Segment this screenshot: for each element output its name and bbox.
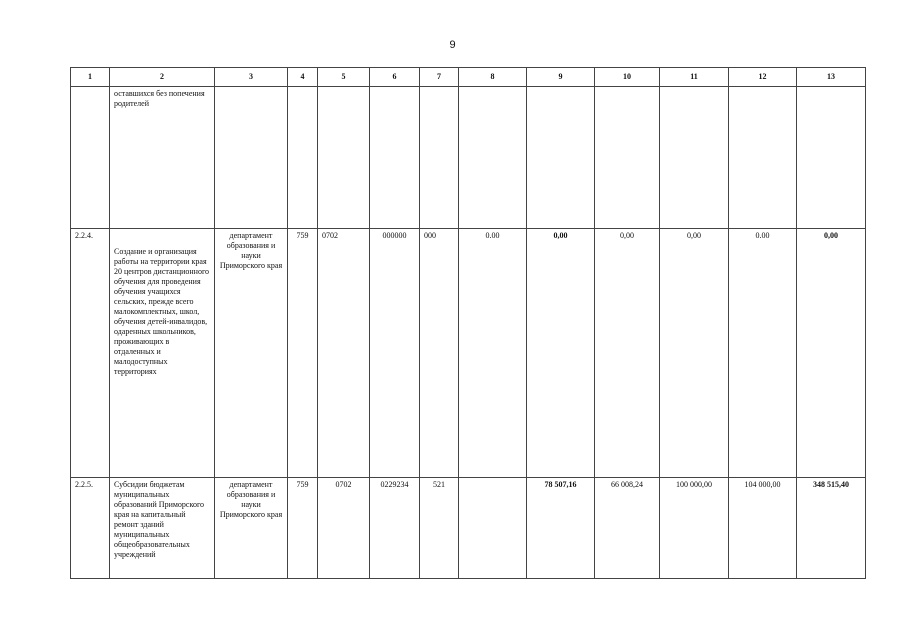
cell-col7: 000 (420, 229, 459, 478)
column-header: 3 (215, 68, 288, 87)
column-header: 9 (527, 68, 595, 87)
cell-col10: 66 008,24 (595, 478, 660, 579)
cell-col8 (459, 478, 527, 579)
budget-table (70, 67, 866, 579)
cell-col11: 100 000,00 (660, 478, 729, 579)
cell-col4: 759 (288, 229, 318, 478)
cell-col5: 0702 (318, 229, 370, 478)
cell-col13 (797, 87, 866, 229)
cell-col9 (527, 87, 595, 229)
cell-col7 (420, 87, 459, 229)
cell-col13: 348 515,40 (797, 478, 866, 579)
table-row (71, 87, 866, 229)
cell-col8: 0.00 (459, 229, 527, 478)
cell-col10: 0,00 (595, 229, 660, 478)
column-header: 11 (660, 68, 729, 87)
column-header: 13 (797, 68, 866, 87)
cell-col5 (318, 87, 370, 229)
row-description: Создание и организация работы на территории края 20 центров дистанционного обучения для проведения обучения учащихся сельских, прежде всего малокомплектных, школ, обучения детей-инвалидов, одаренных школьников, проживающих в отдаленных и малодоступных территориях (110, 229, 215, 478)
column-header: 2 (110, 68, 215, 87)
row-department: департамент образования и науки Приморского края (215, 478, 288, 579)
cell-col12: 0.00 (729, 229, 797, 478)
row-number: 2.2.4. (71, 229, 110, 478)
cell-col10 (595, 87, 660, 229)
cell-col4: 759 (288, 478, 318, 579)
table-row (71, 478, 866, 579)
column-header: 12 (729, 68, 797, 87)
row-department: департамент образования и науки Приморского края (215, 229, 288, 478)
cell-col4 (288, 87, 318, 229)
cell-col8 (459, 87, 527, 229)
cell-col12: 104 000,00 (729, 478, 797, 579)
column-header: 6 (370, 68, 420, 87)
cell-col6: 0229234 (370, 478, 420, 579)
row-description: оставшихся без попечения родителей (110, 87, 215, 229)
column-header: 5 (318, 68, 370, 87)
cell-col11: 0,00 (660, 229, 729, 478)
cell-col7: 521 (420, 478, 459, 579)
column-header: 10 (595, 68, 660, 87)
cell-col9: 78 507,16 (527, 478, 595, 579)
cell-col6: 000000 (370, 229, 420, 478)
table-row (71, 229, 866, 478)
column-header: 1 (71, 68, 110, 87)
table-header-row (71, 68, 866, 87)
column-header: 4 (288, 68, 318, 87)
row-department (215, 87, 288, 229)
row-number: 2.2.5. (71, 478, 110, 579)
cell-col5: 0702 (318, 478, 370, 579)
row-number (71, 87, 110, 229)
row-description: Субсидии бюджетам муниципальных образований Приморского края на капитальный ремонт зданий муниципальных общеобразовательных учреждений (110, 478, 215, 579)
cell-col9: 0,00 (527, 229, 595, 478)
cell-col13: 0,00 (797, 229, 866, 478)
cell-col12 (729, 87, 797, 229)
column-header: 7 (420, 68, 459, 87)
column-header: 8 (459, 68, 527, 87)
page-number: 9 (449, 39, 456, 51)
cell-col6 (370, 87, 420, 229)
cell-col11 (660, 87, 729, 229)
